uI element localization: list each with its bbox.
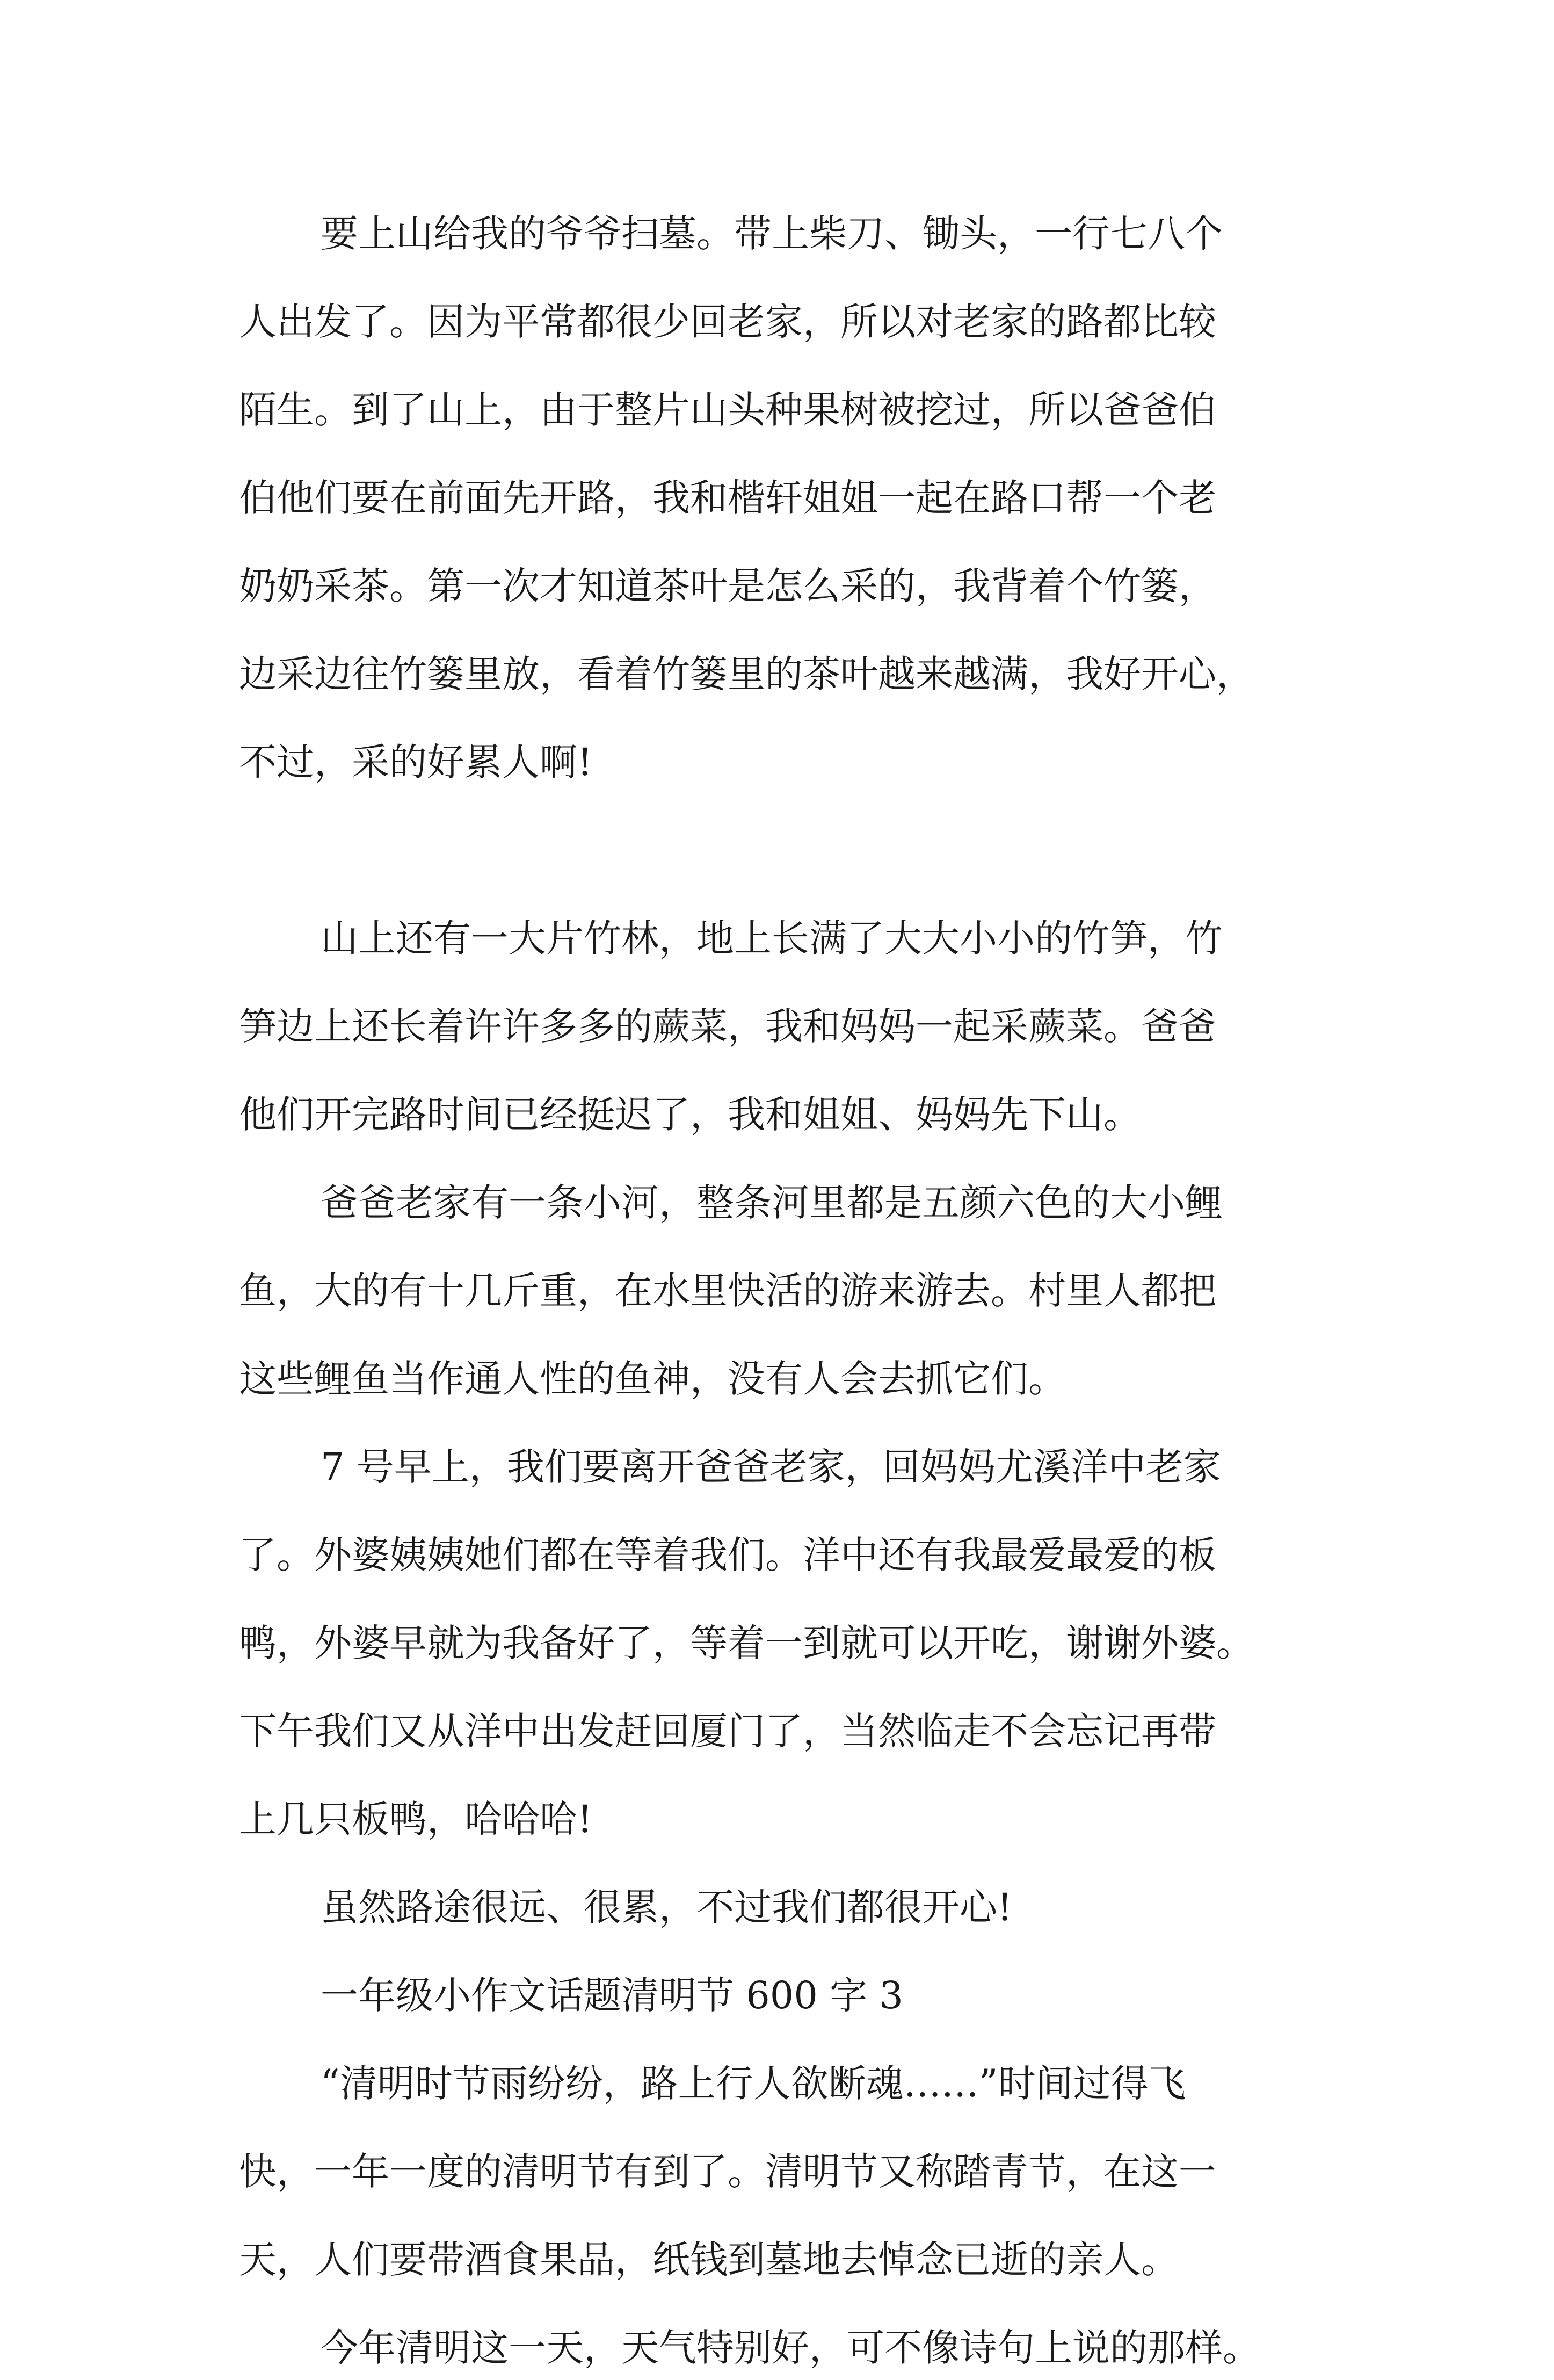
text-line: 伯他们要在前面先开路，我和楷轩姐姐一起在路口帮一个老	[239, 476, 1216, 520]
text-line: 山上还有一大片竹林，地上长满了大大小小的竹笋，竹	[321, 916, 1223, 960]
text-line: 快，一年一度的清明节有到了。清明节又称踏青节，在这一	[239, 2150, 1216, 2194]
text-line: 不过，采的好累人啊!	[239, 740, 593, 784]
text-line: 虽然路途很远、很累，不过我们都很开心!	[321, 1885, 1013, 1929]
section-heading: 一年级小作文话题清明节 600 字 3	[321, 1973, 903, 2017]
text-line: 边采边往竹篓里放，看着竹篓里的茶叶越来越满，我好开心，	[239, 652, 1254, 696]
text-line: 下午我们又从洋中出发赶回厦门了，当然临走不会忘记再带	[239, 1709, 1216, 1753]
text-line: 了。外婆姨姨她们都在等着我们。洋中还有我最爱最爱的板	[239, 1533, 1216, 1577]
text-line: 这些鲤鱼当作通人性的鱼神，没有人会去抓它们。	[239, 1357, 1066, 1401]
text-line: 人出发了。因为平常都很少回老家，所以对老家的路都比较	[239, 300, 1216, 344]
text-line: 鸭，外婆早就为我备好了，等着一到就可以开吃，谢谢外婆。	[239, 1621, 1254, 1665]
text-line: 今年清明这一天，天气特别好，可不像诗句上说的那样。	[321, 2326, 1260, 2370]
text-line: 鱼，大的有十几斤重，在水里快活的游来游去。村里人都把	[239, 1269, 1216, 1313]
text-line: 爸爸老家有一条小河，整条河里都是五颜六色的大小鲤	[321, 1181, 1223, 1225]
text-line: 笋边上还长着许许多多的蕨菜，我和妈妈一起采蕨菜。爸爸	[239, 1004, 1216, 1048]
text-line: 7 号早上，我们要离开爸爸老家，回妈妈尤溪洋中老家	[321, 1445, 1221, 1489]
text-line: 他们开完路时间已经挺迟了，我和姐姐、妈妈先下山。	[239, 1093, 1141, 1137]
text-line: 天，人们要带酒食果品，纸钱到墓地去悼念已逝的亲人。	[239, 2238, 1179, 2282]
text-line: 上几只板鸭，哈哈哈!	[239, 1797, 593, 1841]
text-line: 陌生。到了山上，由于整片山头种果树被挖过，所以爸爸伯	[239, 388, 1216, 432]
text-line: 要上山给我的爷爷扫墓。带上柴刀、锄头，一行七八个	[321, 212, 1223, 256]
text-line: 奶奶采茶。第一次才知道茶叶是怎么采的，我背着个竹篓，	[239, 564, 1216, 608]
text-line: “清明时节雨纷纷，路上行人欲断魂……”时间过得飞	[321, 2061, 1186, 2106]
